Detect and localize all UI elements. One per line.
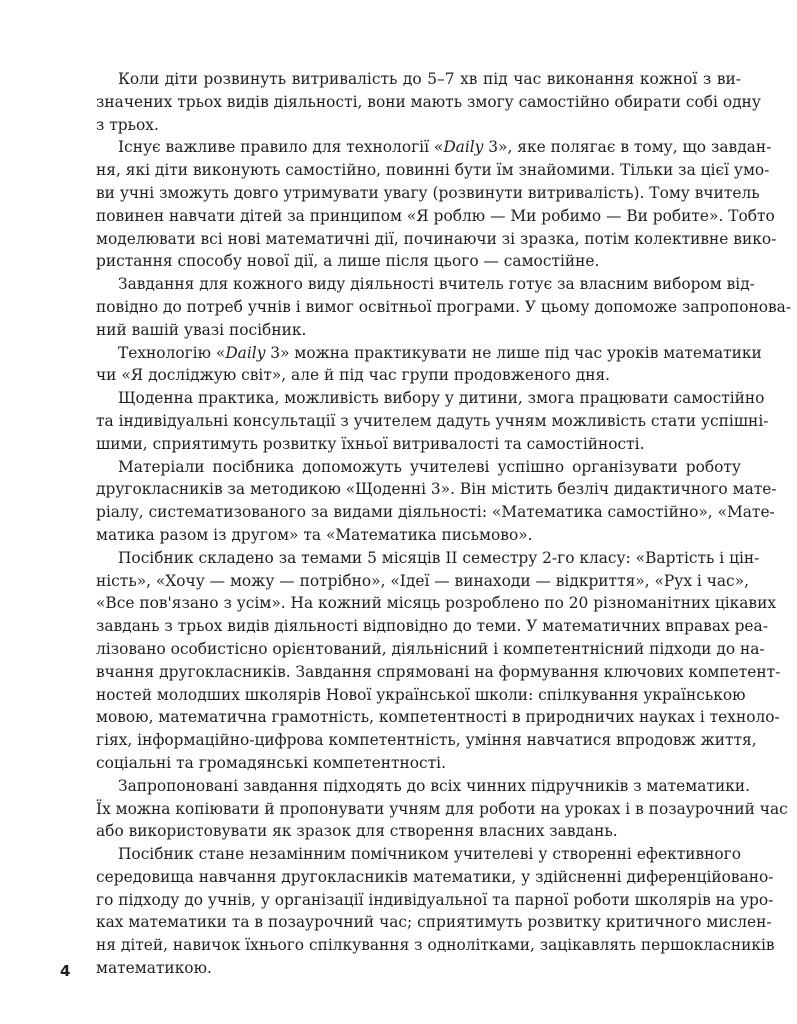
paragraph <box>96 775 788 843</box>
text-line: повідно до потреб учнів і вимог освітньої програми. У цьому допоможе запропонова- <box>96 297 792 316</box>
paragraph <box>96 387 769 455</box>
paragraph <box>96 547 781 775</box>
text-line: Матеріали посібника допоможуть учителеві успішно організувати роботу <box>118 457 741 476</box>
text-line: «Все пов'язано з усім». На кожний місяць розроблено по 20 різноманітних цікавих <box>96 594 777 613</box>
text-line: Запропоновані завдання підходять до всіх чинних підручників з математики. <box>118 776 750 795</box>
paragraph <box>96 456 777 547</box>
text-line: ристання способу нової дії, а лише після цього — самостійне. <box>96 252 600 271</box>
text-line: значених трьох видів діяльності, вони мають змогу самостійно обирати собі одну <box>96 92 761 111</box>
text-line: шими, сприятимуть розвитку їхньої витривалості та самостійності. <box>96 434 645 453</box>
paragraph <box>96 843 775 980</box>
text-line: ви учні зможуть довго утримувати увагу (розвинути витривалість). Тому вчитель <box>96 183 760 202</box>
paragraph <box>96 136 777 273</box>
text-line: гіях, інформаційно-цифрова компетентність, уміння навчатися впродовж життя, <box>96 731 757 750</box>
text-line: Технологію «Daily 3» можна практикувати не лише під час уроків математики <box>118 343 762 362</box>
text-line: ріалу, систематизованого за видами діяльності: «Математика самостійно», «Мате- <box>96 503 775 522</box>
text-line: ках математики та в позаурочний час; сприятимуть розвитку критичного мислен- <box>96 913 772 932</box>
text-line: Коли діти розвинуть витривалість до 5–7 хв під час виконання кожної з ви- <box>118 70 741 88</box>
paragraph <box>96 68 761 136</box>
text-line: математикою. <box>96 959 212 978</box>
page-number: 4 <box>60 962 71 980</box>
body-text <box>96 68 792 980</box>
text-line: або використовувати як зразок для створення власних завдань. <box>96 822 618 841</box>
text-line: ність», «Хочу — можу — потрібно», «Ідеї — винаходи — відкриття», «Рух і час», <box>96 571 749 590</box>
text-line: ня, які діти виконують самостійно, повинні бути їм знайомими. Тільки за цієї умо- <box>96 161 770 180</box>
text-line: завдань з трьох видів діяльності відповідно до теми. У математичних вправах реа- <box>96 617 768 636</box>
text-line: ний вашій увазі посібник. <box>96 320 307 339</box>
text-line: та індивідуальні консультації з учителем дадуть учням можливість стати успішні- <box>96 411 769 430</box>
text-line: другокласників за методикою «Щоденні 3». Він містить безліч дидактичного мате- <box>96 480 777 499</box>
text-line: моделювати всі нові математичні дії, починаючи зі зразка, потім колективне вико- <box>96 229 777 248</box>
text-line: Посібник стане незамінним помічником учителеві у створенні ефективного <box>118 845 741 864</box>
paragraph <box>96 273 792 341</box>
text-line: матика разом із другом» та «Математика письмово». <box>96 525 533 544</box>
text-line: з трьох. <box>96 115 159 134</box>
text-line: Посібник складено за темами 5 місяців ІІ семестру 2-го класу: «Вартість і цін- <box>118 548 760 567</box>
text-line: Завдання для кожного виду діяльності вчитель готує за власним вибором від- <box>118 275 755 294</box>
text-line: соціальні та громадянські компетентності. <box>96 753 446 772</box>
text-line: чи «Я досліджую світ», але й під час групи продовженого дня. <box>96 366 611 385</box>
text-line: Існує важливе правило для технології «Daily 3», яке полягає в тому, що завдан- <box>118 138 772 157</box>
text-line: мовою, математична грамотність, компетентності в природничих науках і техноло- <box>96 708 780 727</box>
text-line: повинен навчати дітей за принципом «Я роблю — Ми робимо — Ви робите». Тобто <box>96 206 775 225</box>
text-line: середовища навчання другокласників математики, у здійсненні диференційовано- <box>96 867 774 886</box>
text-line: вчання другокласників. Завдання спрямовані на формування ключових компетент- <box>96 662 781 681</box>
text-line: Їх можна копіювати й пропонувати учням для роботи на уроках і в позаурочний час <box>96 799 788 818</box>
paragraph <box>96 342 762 388</box>
text-line: Щоденна практика, можливість вибору у дитини, змога працювати самостійно <box>118 389 765 408</box>
text-line: ня дітей, навичок їхнього спілкування з однолітками, зацікавлять першокласників <box>96 936 775 955</box>
text-line: лізовано особистісно орієнтований, діяльнісний і компетентнісний підходи до на- <box>96 639 765 658</box>
text-line: го підходу до учнів, у організації індивідуальної та парної роботи школярів на уро- <box>96 890 774 909</box>
text-line: ностей молодших школярів Нової української школи: спілкування українською <box>96 685 746 704</box>
